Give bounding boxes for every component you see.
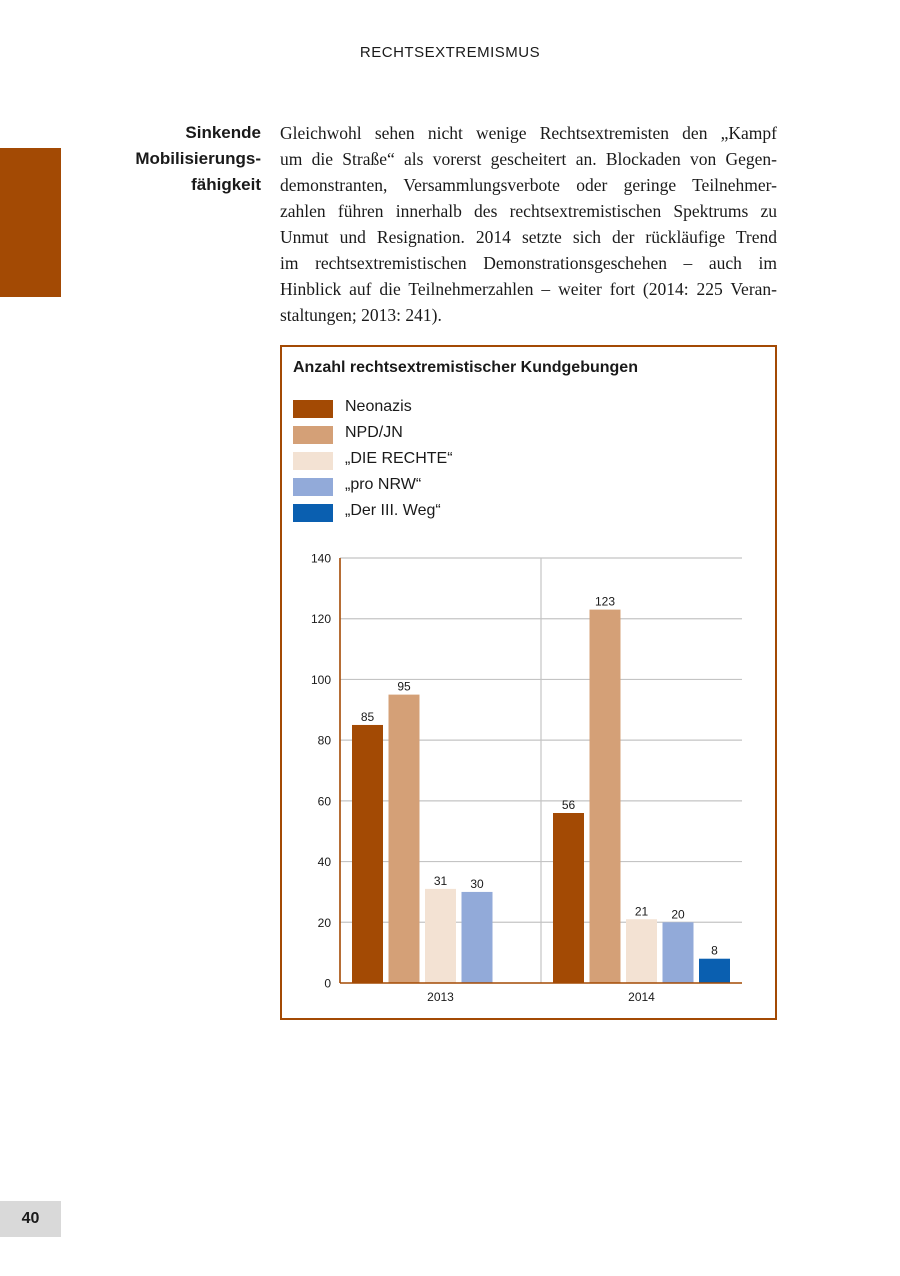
- y-tick-label: 40: [317, 855, 331, 870]
- x-tick-label: 2014: [628, 990, 655, 1004]
- margin-note-line: Sinkende: [185, 123, 261, 142]
- bar-npd-jn-2013: [389, 695, 420, 983]
- y-tick-label: 140: [310, 551, 331, 566]
- y-tick-label: 120: [310, 612, 331, 627]
- x-tick-label: 2013: [427, 990, 454, 1004]
- chapter-tab: [0, 148, 61, 297]
- bar-pro-nrw-2013: [462, 892, 493, 983]
- legend-label: NPD/JN: [345, 424, 403, 441]
- bar-value-label: 56: [561, 798, 576, 812]
- bar-neonazis-2014: [553, 813, 584, 983]
- y-tick-label: 0: [324, 976, 331, 991]
- body-line: zahlen führen innerhalb des rechtsextremistischen Spektrums zu: [280, 201, 777, 221]
- body-line: demonstranten, Versammlungsverbote oder geringe Teilnehmer-: [280, 175, 777, 195]
- bar-value-label: 8: [711, 943, 718, 958]
- body-line: Gleichwohl sehen nicht wenige Rechtsextremisten den „Kampf: [280, 123, 777, 143]
- margin-note: [100, 120, 261, 198]
- body-line: im rechtsextremistischen Demonstrationsgeschehen – auch im: [280, 253, 777, 273]
- y-tick-label: 20: [317, 915, 331, 930]
- bar-value-label: 31: [433, 873, 448, 888]
- y-tick-label: 60: [317, 794, 331, 809]
- running-head: RECHTSEXTREMISMUS: [359, 44, 541, 61]
- chart-title: Anzahl rechtsextremistischer Kundgebungen: [293, 359, 638, 376]
- bar-value-label: 20: [671, 907, 685, 922]
- bar-der-iii-weg-2014: [699, 959, 730, 983]
- body-line: um die Straße“ als vorerst gescheitert an. Blockaden von Gegen-: [280, 149, 777, 169]
- legend-label: „DIE RECHTE“: [345, 450, 453, 467]
- legend-label: „Der III. Weg“: [345, 502, 441, 519]
- bar-value-label: 123: [594, 594, 616, 609]
- y-tick-label: 100: [310, 672, 331, 687]
- margin-note-line: fähigkeit: [191, 175, 261, 194]
- bar-neonazis-2013: [352, 725, 383, 983]
- legend-label: „pro NRW“: [345, 476, 422, 493]
- body-line: Hinblick auf die Teilnehmerzahlen – weiter fort (2014: 225 Veran-: [280, 279, 777, 299]
- body-line: Unmut und Resignation. 2014 setzte sich der rückläufige Trend: [280, 227, 777, 247]
- body-line: staltungen; 2013: 241).: [280, 305, 442, 325]
- bar-chart: [282, 347, 775, 1018]
- bar-die-rechte-2014: [626, 919, 657, 983]
- bar-pro-nrw-2014: [663, 922, 694, 983]
- bar-value-label: 95: [397, 679, 411, 694]
- bar-value-label: 30: [470, 876, 484, 891]
- legend-label: Neonazis: [345, 398, 412, 415]
- body-paragraph: [280, 120, 777, 328]
- bar-npd-jn-2014: [590, 610, 621, 983]
- bar-value-label: 85: [360, 709, 375, 724]
- bar-value-label: 21: [634, 904, 649, 919]
- bar-die-rechte-2013: [425, 889, 456, 983]
- margin-note-line: Mobilisierungs-: [135, 149, 261, 168]
- page-number: 40: [0, 1201, 61, 1237]
- y-tick-label: 80: [317, 733, 331, 748]
- chart-frame: [280, 345, 777, 1020]
